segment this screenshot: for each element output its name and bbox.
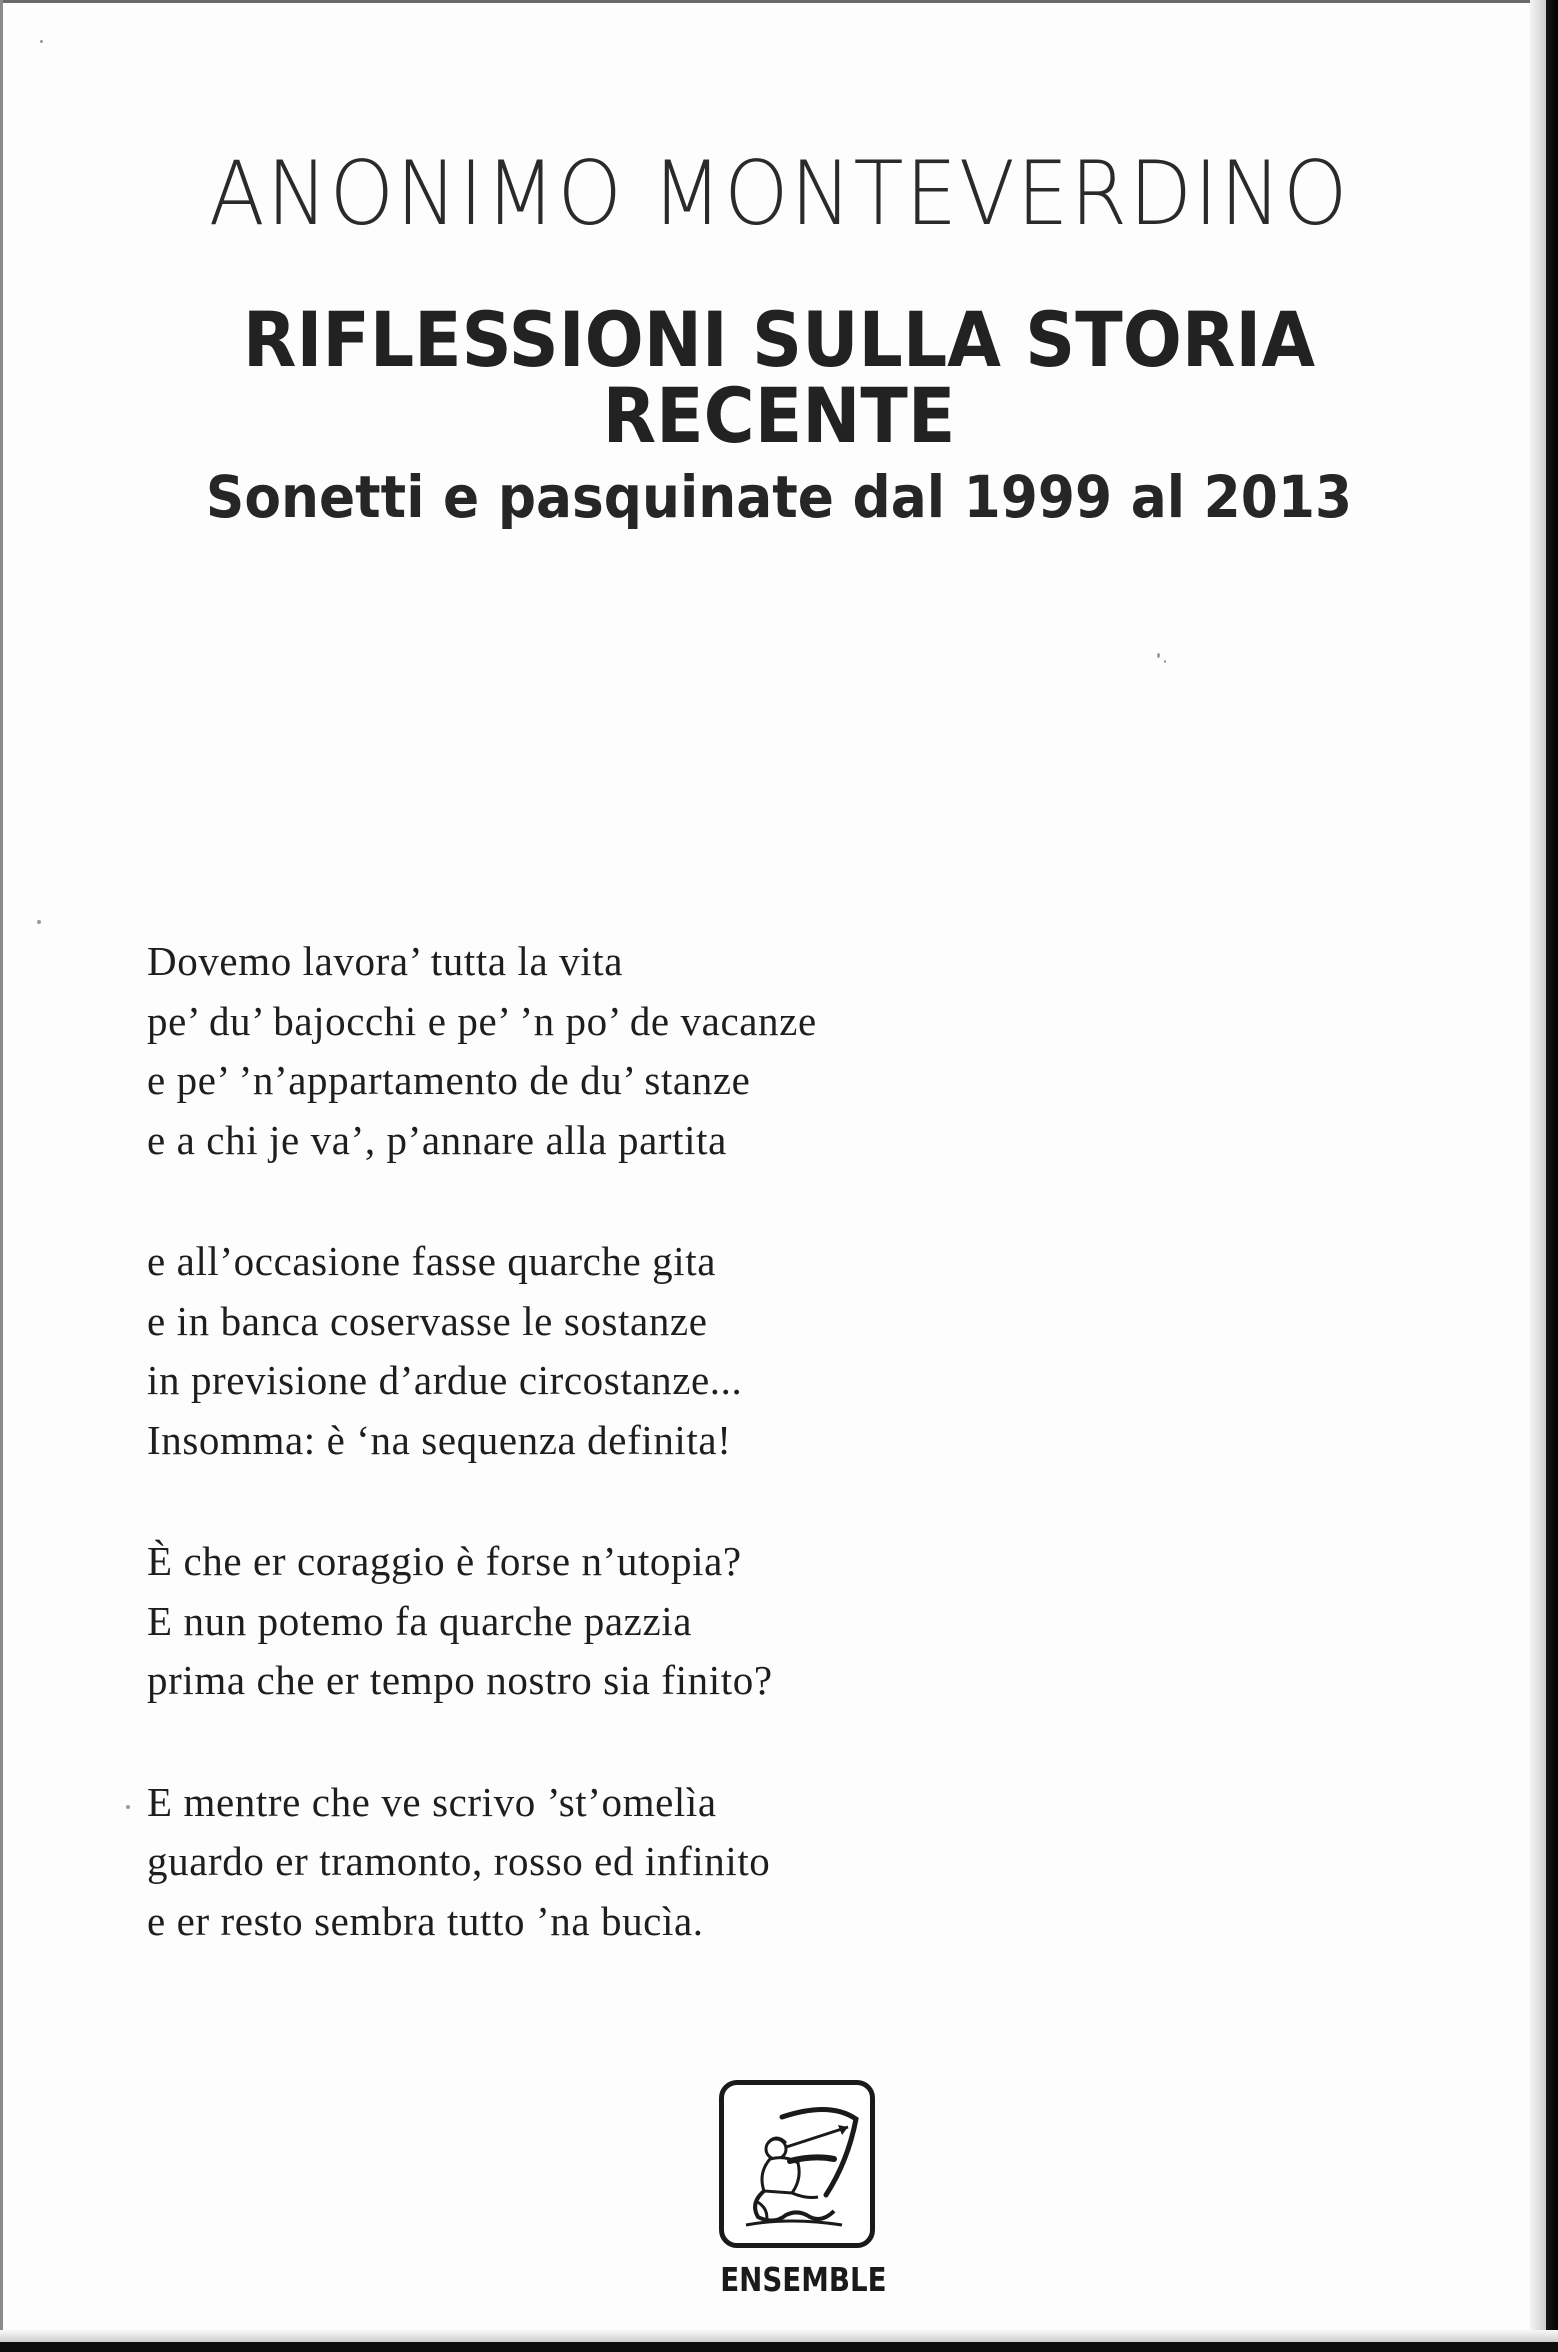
stanza-3	[147, 1532, 1247, 1711]
cover-edge-bottom	[0, 2330, 1558, 2342]
verse-line: prima che er tempo nostro sia finito?	[147, 1657, 773, 1703]
stanza-1	[147, 932, 1247, 1170]
verse-line: E nun potemo fa quarche pazzia	[147, 1597, 693, 1644]
verse-line: pe’ du’ bajocchi e pe’ ’n po’ de vacanze	[147, 997, 817, 1044]
archer-logo-icon	[730, 2091, 864, 2237]
stanza-2	[147, 1232, 1247, 1470]
scan-edge-top	[0, 0, 1558, 3]
verse-line: e er resto sembra tutto ’na bucìa.	[147, 1897, 704, 1944]
scan-border-right	[1546, 0, 1558, 2352]
archer-logo-icon	[719, 2080, 875, 2248]
scan-speck	[1157, 653, 1160, 658]
verse-line: Dovemo lavora’ tutta la vita	[147, 938, 623, 984]
verse-line: guardo er tramonto, rosso ed infinito	[147, 1838, 771, 1884]
publisher-name: ENSEMBLE	[720, 2260, 887, 2299]
verse-line: e all’occasione fasse quarche gita	[147, 1238, 717, 1284]
scan-speck	[40, 40, 43, 43]
scan-speck	[1164, 660, 1166, 663]
verse-line: È che er coraggio è forse n’utopia?	[147, 1538, 742, 1584]
verse-line: Insomma: è ‘na sequenza definita!	[147, 1416, 732, 1463]
scan-speck	[126, 1805, 130, 1809]
scan-edge-left	[0, 0, 3, 2352]
scan-speck	[37, 920, 41, 924]
verse-line: e a chi je va’, p’annare alla partita	[147, 1116, 727, 1163]
verse-line: in previsione d’ardue circostanze...	[147, 1357, 743, 1403]
book-subtitle: Sonetti e pasquinate dal 1999 al 2013	[205, 463, 1353, 531]
sonnet	[147, 932, 1247, 2013]
publisher-mark	[715, 2080, 885, 2312]
cover-edge-right	[1530, 0, 1546, 2352]
scan-border-bottom	[0, 2342, 1558, 2352]
stanza-4	[147, 1773, 1247, 1952]
verse-line: E mentre che ve scrivo ’st’omelìa	[147, 1778, 717, 1825]
author-name: ANONIMO MONTEVERDINO	[208, 142, 1350, 245]
book-title: RIFLESSIONI SULLA STORIA RECENTE	[242, 295, 1316, 460]
verse-line: e in banca coservasse le sostanze	[147, 1297, 708, 1344]
verse-line: e pe’ ’n’appartamento de du’ stanze	[147, 1057, 751, 1103]
